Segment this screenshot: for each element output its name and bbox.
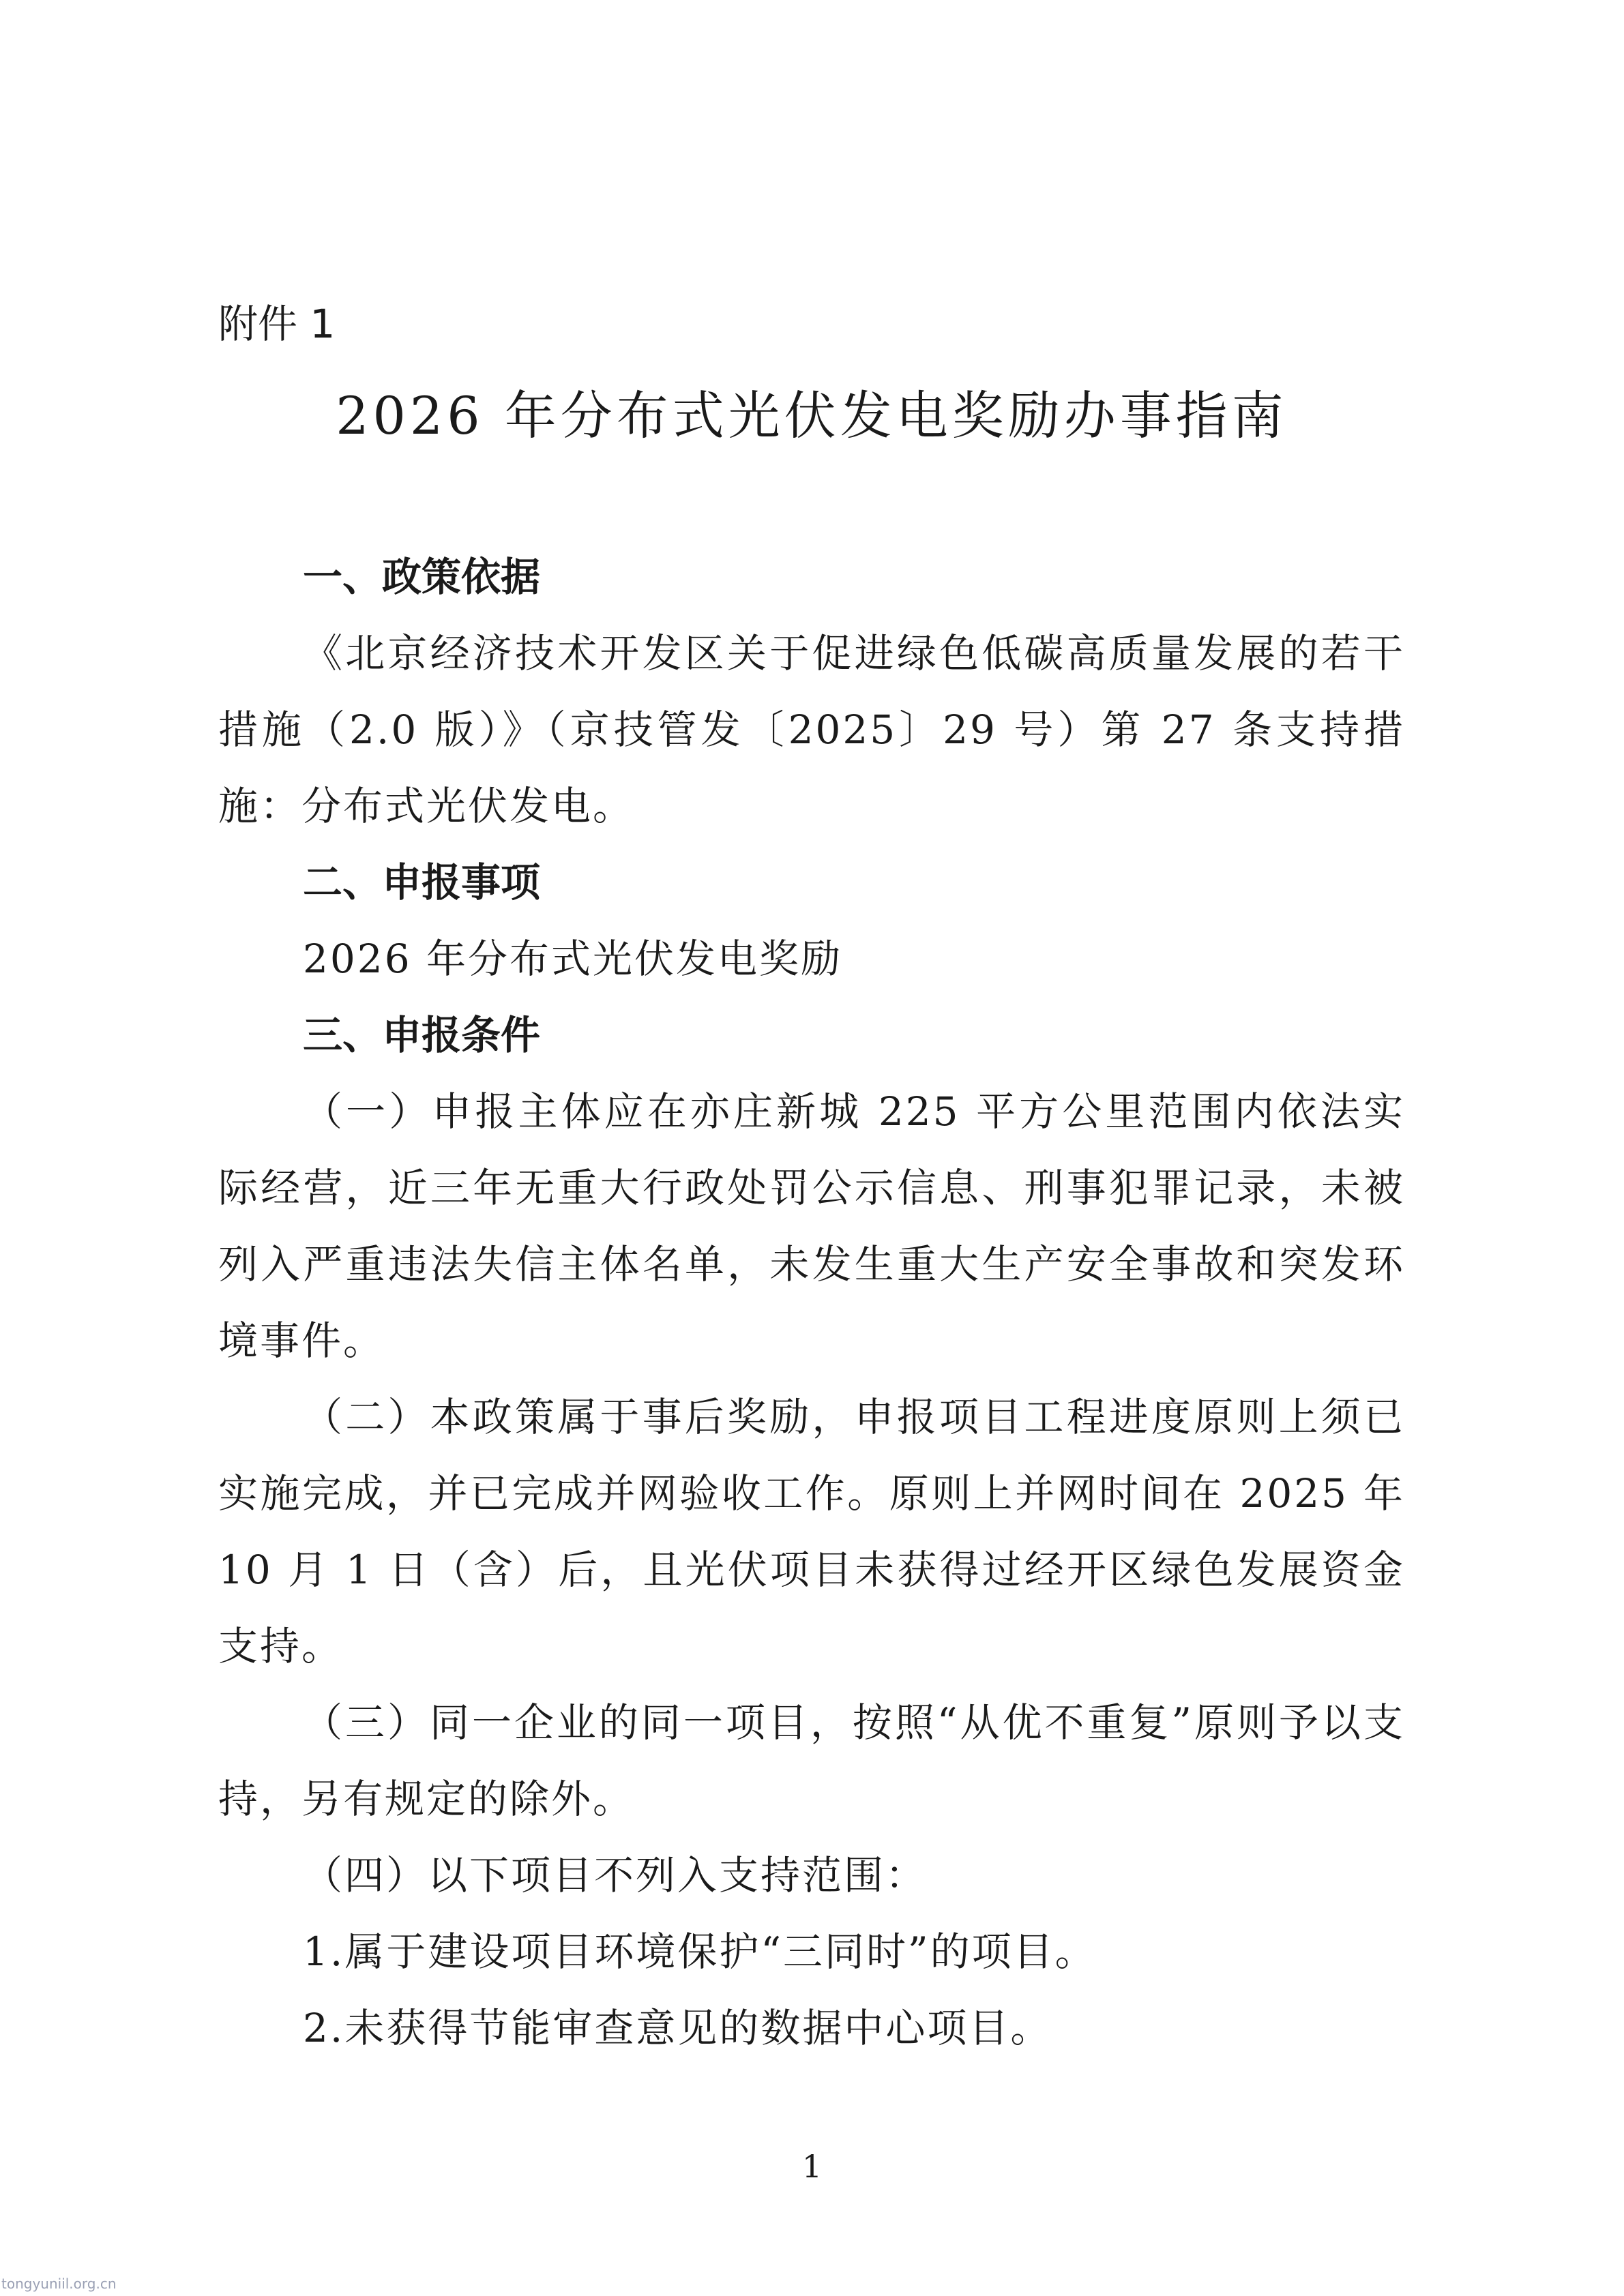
section-heading: 二、申报事项 — [303, 859, 541, 906]
document-body — [218, 286, 1405, 2066]
document-title: 2026 年分布式光伏发电奖励办事指南 — [336, 385, 1288, 446]
paragraph: 1.属于建设项目环境保护“三同时”的项目。 — [303, 1928, 1097, 1975]
watermark: tongyuniil.org.cn — [1, 2276, 117, 2292]
paragraph: 2026 年分布式光伏发电奖励 — [303, 936, 843, 982]
section-application-conditions — [218, 997, 1405, 2066]
section-policy-basis — [218, 539, 1405, 844]
section-heading: 一、政策依据 — [303, 554, 541, 600]
paragraph: （四）以下项目不列入支持范围： — [303, 1852, 928, 1898]
section-heading: 三、申报条件 — [303, 1012, 541, 1058]
attachment-label: 附件 1 — [218, 301, 336, 347]
paragraph: （三）同一企业的同一项目，按照“从优不重复”原则予以支持，另有规定的除外。 — [218, 1699, 1405, 1822]
paragraph: （一）申报主体应在亦庄新城 225 平方公里范围内依法实际经营，近三年无重大行政处罚公示信息、刑事犯罪记录，未被列入严重违法失信主体名单，未发生重大生产安全事故和突发环境事件。 — [218, 1088, 1405, 1364]
section-application-item — [218, 844, 1405, 997]
paragraph: （二）本政策属于事后奖励，申报项目工程进度原则上须已实施完成，并已完成并网验收工作。原则上并网时间在 2025 年 10 月 1 日（含）后，且光伏项目未获得过经开区绿色发展资金支持。 — [218, 1394, 1405, 1669]
paragraph: 2.未获得节能审查意见的数据中心项目。 — [303, 2005, 1052, 2051]
page-number: 1 — [801, 2148, 823, 2185]
paragraph: 《北京经济技术开发区关于促进绿色低碳高质量发展的若干措施（2.0 版）》（京技管发〔2025〕29 号）第 27 条支持措施：分布式光伏发电。 — [218, 630, 1405, 829]
